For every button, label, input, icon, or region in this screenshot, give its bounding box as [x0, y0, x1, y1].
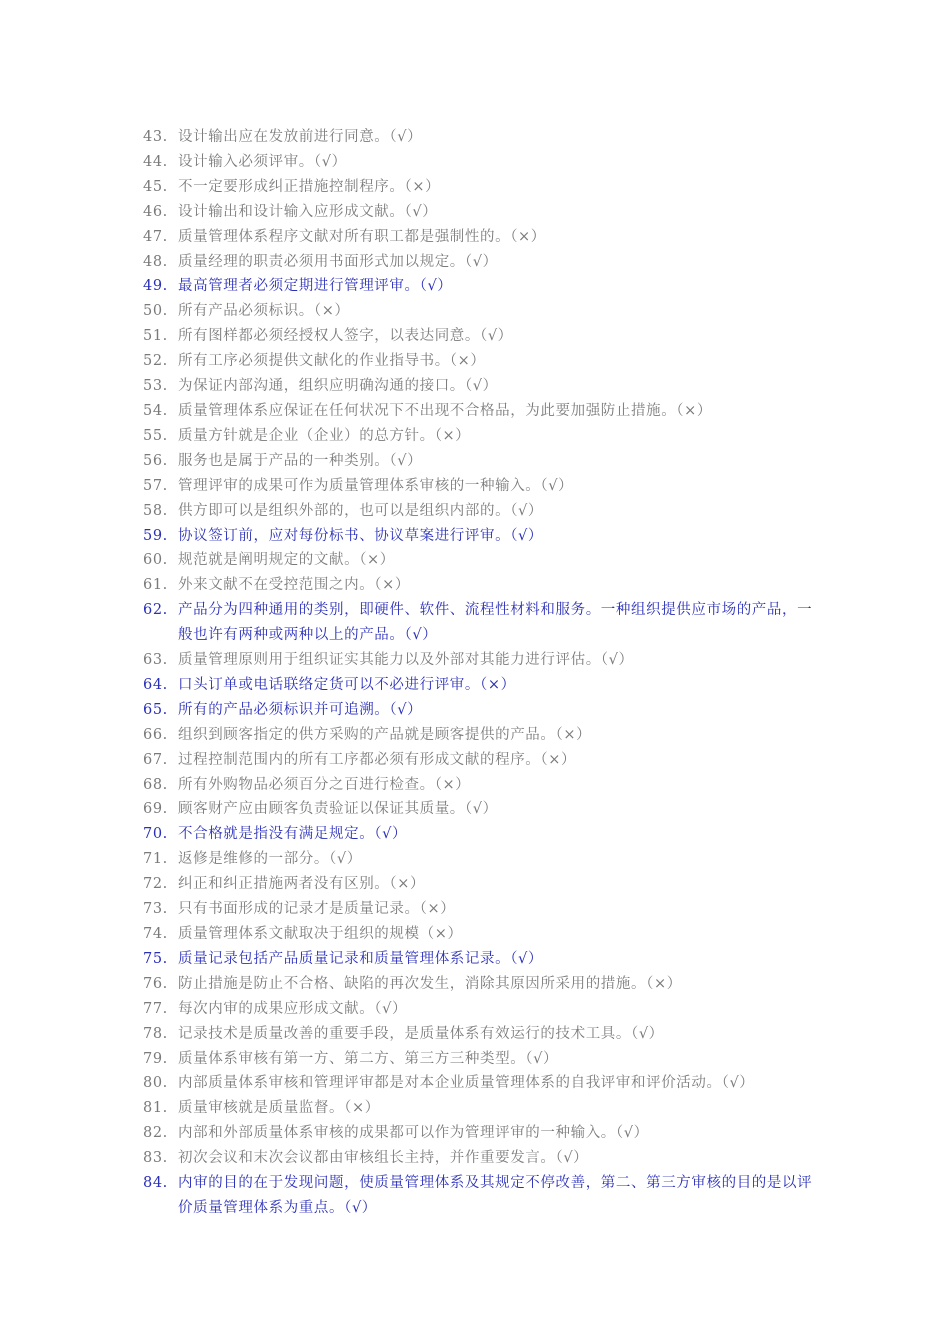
question-text: 每次内审的成果应形成文献。（√） [178, 1000, 408, 1017]
question-text: 初次会议和末次会议都由审核组长主持，并作重要发言。（√） [178, 1150, 589, 1167]
question-text: 产品分为四种通用的类别，即硬件、软件、流程性材料和服务。一种组织提供应市场的产品，一般也许有两种或两种以上的产品。（√） [178, 602, 813, 644]
question-number: 82. [143, 1125, 168, 1142]
question-number: 79. [143, 1050, 168, 1067]
question-number: 77. [143, 1000, 168, 1017]
question-text: 内部质量体系审核和管理评审都是对本企业质量管理体系的自我评审和评价活动。（√） [178, 1075, 755, 1092]
question-number: 76. [143, 975, 168, 992]
list-item [143, 125, 823, 150]
question-number: 72. [143, 876, 168, 893]
list-item [143, 175, 823, 200]
list-item [143, 349, 823, 374]
question-text: 口头订单或电话联络定货可以不必进行评审。（×） [178, 676, 516, 693]
list-item [143, 150, 823, 175]
question-text: 所有工序必须提供文献化的作业指导书。（×） [178, 353, 486, 370]
question-text: 质量方针就是企业（企业）的总方针。（×） [178, 427, 471, 444]
list-item [143, 1022, 823, 1047]
question-text: 只有书面形成的记录才是质量记录。（×） [178, 901, 456, 918]
list-item [143, 598, 823, 648]
question-number: 62. [143, 602, 168, 619]
question-number: 83. [143, 1150, 168, 1167]
question-number: 56. [143, 452, 168, 469]
question-text: 不合格就是指没有满足规定。（√） [178, 826, 408, 843]
list-item [143, 573, 823, 598]
list-item [143, 424, 823, 449]
question-text: 为保证内部沟通，组织应明确沟通的接口。（√） [178, 378, 498, 395]
question-number: 55. [143, 427, 168, 444]
question-number: 44. [143, 153, 168, 170]
list-item [143, 225, 823, 250]
list-item [143, 822, 823, 847]
question-number: 68. [143, 776, 168, 793]
list-item [143, 524, 823, 549]
question-number: 65. [143, 701, 168, 718]
list-item [143, 698, 823, 723]
question-text: 所有产品必须标识。（×） [178, 303, 350, 320]
question-text: 质量审核就是质量监督。（×） [178, 1100, 380, 1117]
question-number: 75. [143, 950, 168, 967]
list-item [143, 1146, 823, 1171]
question-text: 设计输入必须评审。（√） [178, 153, 347, 170]
list-item [143, 922, 823, 947]
question-number: 57. [143, 477, 168, 494]
question-number: 64. [143, 676, 168, 693]
question-number: 50. [143, 303, 168, 320]
list-item [143, 847, 823, 872]
question-number: 58. [143, 502, 168, 519]
question-number: 48. [143, 253, 168, 270]
question-list [143, 125, 823, 1221]
question-text: 管理评审的成果可作为质量管理体系审核的一种输入。（√） [178, 477, 574, 494]
list-item [143, 374, 823, 399]
question-text: 质量管理体系程序文献对所有职工都是强制性的。（×） [178, 228, 546, 245]
list-item [143, 399, 823, 424]
list-item [143, 723, 823, 748]
list-item [143, 748, 823, 773]
list-item [143, 648, 823, 673]
question-number: 54. [143, 402, 168, 419]
question-number: 71. [143, 851, 168, 868]
list-item [143, 299, 823, 324]
question-text: 过程控制范围内的所有工序都必须有形成文献的程序。（×） [178, 751, 577, 768]
question-number: 67. [143, 751, 168, 768]
list-item [143, 548, 823, 573]
question-number: 73. [143, 901, 168, 918]
list-item [143, 250, 823, 275]
list-item [143, 324, 823, 349]
question-text: 记录技术是质量改善的重要手段，是质量体系有效运行的技术工具。（√） [178, 1025, 664, 1042]
question-text: 纠正和纠正措施两者没有区别。（×） [178, 876, 426, 893]
question-number: 51. [143, 328, 168, 345]
question-number: 78. [143, 1025, 168, 1042]
question-number: 70. [143, 826, 168, 843]
list-item [143, 1096, 823, 1121]
question-text: 组织到顾客指定的供方采购的产品就是顾客提供的产品。（×） [178, 726, 592, 743]
question-text: 质量管理体系应保证在任何状况下不出现不合格品，为此要加强防止措施。（×） [178, 402, 712, 419]
list-item [143, 449, 823, 474]
question-number: 49. [143, 278, 168, 295]
question-number: 59. [143, 527, 168, 544]
list-item [143, 673, 823, 698]
question-text: 所有的产品必须标识并可追溯。（√） [178, 701, 423, 718]
question-number: 80. [143, 1075, 168, 1092]
question-text: 所有图样都必须经授权人签字，以表达同意。（√） [178, 328, 513, 345]
list-item [143, 897, 823, 922]
question-text: 质量管理原则用于组织证实其能力以及外部对其能力进行评估。（√） [178, 652, 634, 669]
question-number: 63. [143, 652, 168, 669]
question-text: 服务也是属于产品的一种类别。（√） [178, 452, 423, 469]
list-item [143, 474, 823, 499]
question-number: 60. [143, 552, 168, 569]
question-text: 质量经理的职责必须用书面形式加以规定。（√） [178, 253, 498, 270]
question-text: 最高管理者必须定期进行管理评审。（√） [178, 278, 453, 295]
list-item [143, 1071, 823, 1096]
question-number: 74. [143, 926, 168, 942]
question-text: 供方即可以是组织外部的，也可以是组织内部的。（√） [178, 502, 543, 519]
question-text: 质量管理体系文献取决于组织的规模（×） [178, 926, 463, 942]
question-number: 53. [143, 378, 168, 395]
question-number: 47. [143, 228, 168, 245]
list-item [143, 797, 823, 822]
question-number: 66. [143, 726, 168, 743]
list-item [143, 274, 823, 299]
question-number: 43. [143, 129, 168, 145]
question-text: 顾客财产应由顾客负责验证以保证其质量。（√） [178, 801, 498, 818]
question-text: 防止措施是防止不合格、缺陷的再次发生，消除其原因所采用的措施。（×） [178, 975, 682, 992]
question-text: 质量记录包括产品质量记录和质量管理体系记录。（√） [178, 950, 543, 967]
question-text: 设计输出应在发放前进行同意。（√） [178, 129, 423, 145]
question-text: 不一定要形成纠正措施控制程序。（×） [178, 178, 441, 195]
question-text: 设计输出和设计输入应形成文献。（√） [178, 203, 438, 220]
question-text: 规范就是阐明规定的文献。（×） [178, 552, 395, 569]
question-text: 协议签订前，应对每份标书、协议草案进行评审。（√） [178, 527, 543, 544]
question-text: 内审的目的在于发现问题，使质量管理体系及其规定不停改善，第二、第三方审核的目的是以评价质量管理体系为重点。（√） [178, 1175, 813, 1216]
question-number: 69. [143, 801, 168, 818]
question-text: 内部和外部质量体系审核的成果都可以作为管理评审的一种输入。（√） [178, 1125, 649, 1142]
question-text: 质量体系审核有第一方、第二方、第三方三种类型。（√） [178, 1050, 559, 1067]
list-item [143, 200, 823, 225]
question-number: 84. [143, 1175, 168, 1192]
question-number: 61. [143, 577, 168, 594]
question-number: 52. [143, 353, 168, 370]
list-item [143, 947, 823, 972]
question-number: 45. [143, 178, 168, 195]
list-item [143, 997, 823, 1022]
question-number: 81. [143, 1100, 168, 1117]
question-text: 外来文献不在受控范围之内。（×） [178, 577, 410, 594]
question-text: 所有外购物品必须百分之百进行检查。（×） [178, 776, 471, 793]
list-item [143, 872, 823, 897]
list-item [143, 773, 823, 798]
question-number: 46. [143, 203, 168, 220]
list-item [143, 1047, 823, 1072]
list-item [143, 972, 823, 997]
list-item [143, 1121, 823, 1146]
list-item [143, 1171, 823, 1221]
question-text: 返修是维修的一部分。（√） [178, 851, 362, 868]
list-item [143, 499, 823, 524]
